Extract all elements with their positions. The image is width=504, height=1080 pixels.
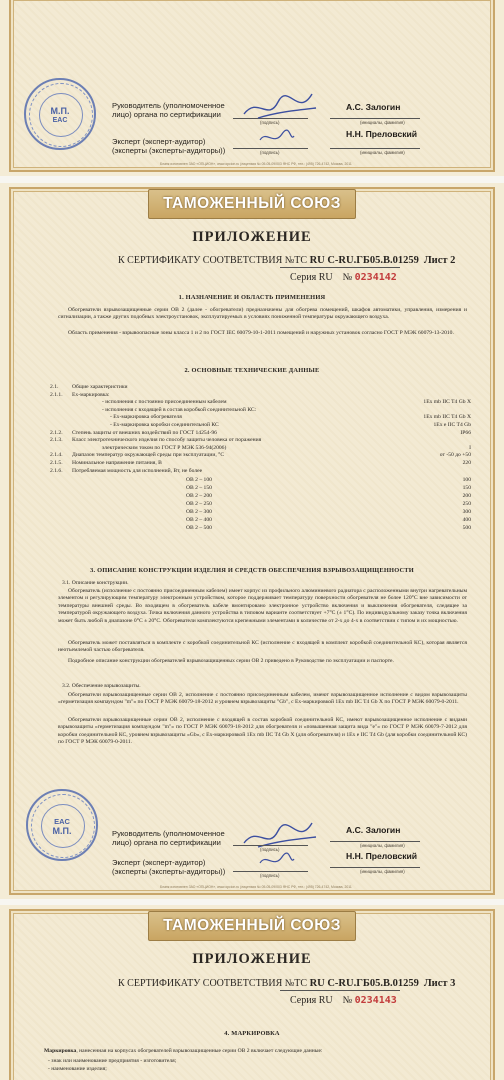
section-3-paragraph-1: Обогреватель (исполнение с постоянно присоединенным кабелем) имеет корпус из профильного алюминиевого радиатора с расположенными внутри нагревательным элементом и регулирующим температуру электронным устройством, которое поддерживает температуру поверхности обогревателя не более 120°С вне зависимости от температуры внешней среды. Во входящем в обогреватель кабеле вмонтировано электронное устройство включения и выключения обогревателя, следящее за температурой окружающего воздуха. Точка включения данного устройства в типовом варианте соответствует +7°С (± 1°С). По индивидуальному заказу точка включения может быть любой в диапазоне 0°С ± 20°С. Обогреватели комплектуются крепежными элементами в количестве от 2-х до 4-х в соответствии с типом и их мощностью. <box>58 588 467 624</box>
expert-name: Н.Н. Преловский <box>346 129 418 139</box>
power-value: 300 <box>462 509 471 515</box>
tech-item-number: 2.1.4. <box>50 452 63 459</box>
expert-signature-caption: (подпись) <box>260 150 280 155</box>
marking-item: - наименование изделия; <box>48 1066 107 1072</box>
power-value: 200 <box>462 493 471 499</box>
section-3-paragraph-2: Обогреватель может поставляться в комплекте с коробкой соединительной КС (исполнение с входящей в комплект коробкой соединительной КС), которая является неотъемлемой частью обогревателя. <box>58 640 467 654</box>
stamp-eac-text: EAC <box>54 817 70 826</box>
form-number: 0234142 <box>354 272 397 283</box>
page-title: ПРИЛОЖЕНИЕ <box>192 229 312 245</box>
head-signature-caption: (подпись) <box>260 120 280 125</box>
section-3-subheading-2: 3.2. Обеспечение взрывозащиты. <box>62 683 141 689</box>
power-model: ОВ 2 – 200 <box>186 493 212 499</box>
marking-item: - знак или наименование предприятия - изготовителя; <box>48 1058 177 1064</box>
tech-item-number: 2.1.6. <box>50 467 63 474</box>
expert-label: Эксперт (эксперт-аудитор) <box>112 858 206 867</box>
section-4-heading: 4. МАРКИРОВКА <box>224 1030 280 1037</box>
power-model: ОВ 2 – 250 <box>186 501 212 507</box>
power-value: 500 <box>462 525 471 531</box>
head-signature-caption: (подпись) <box>260 847 280 852</box>
power-model: ОВ 2 – 300 <box>186 509 212 515</box>
tech-item-text: - исполнения с входящей в состав коробкой соединительной КС: <box>102 406 257 413</box>
head-label: Руководитель (уполномоченное лицо) органа по сертификации <box>112 829 225 847</box>
certificate-line: К СЕРТИФИКАТУ СООТВЕТСТВИЯ №ТС RU C-RU.ГБ05.В.01259 Лист 2 <box>118 255 456 266</box>
power-value: 400 <box>462 517 471 523</box>
tech-item-text: Общие характеристики <box>72 384 128 390</box>
power-value: 150 <box>462 485 471 491</box>
section-3-heading: 3. ОПИСАНИЕ КОНСТРУКЦИИ ИЗДЕЛИЯ И СРЕДСТВ ОБЕСПЕЧЕНИЯ ВЗРЫВОЗАЩИЩЕННОСТИ <box>90 567 414 574</box>
sheet-number: Лист 3 <box>423 978 456 989</box>
certificate-line: К СЕРТИФИКАТУ СООТВЕТСТВИЯ №ТС RU C-RU.ГБ05.В.01259 Лист 3 <box>118 978 456 989</box>
tech-item-value: IP66 <box>460 429 471 436</box>
power-value: 250 <box>462 501 471 507</box>
tech-item-value: I <box>469 444 471 451</box>
certification-seal <box>26 789 98 861</box>
section-3-paragraph-3: Подробное описание конструкции обогревателей взрывозащищенных серии ОВ 2 приведено в Руководстве по эксплуатации и паспорте. <box>68 658 394 664</box>
form-printer-note: Бланк изготовлен ЗАО «ОПЦИОН», www.opcion.ru (лицензия № 05-05-09/003 ФНС РФ, тел.: (495) 726-4742, Москва, 2011 <box>160 162 352 166</box>
section-1-paragraph-1: Обогреватели взрывозащищенные серии ОВ 2 (далее - обогреватели) предназначены для обогрева помещений, шкафов автоматики, управления, измерения и сигнализации, а также других подобных электроустановок, эксплуатируемых в условиях пониженной температуры окружающего воздуха. <box>58 307 467 321</box>
section-3-paragraph-4: Обогреватели взрывозащищенные серии ОВ 2, исполнение с постоянно присоединенным кабелем, имеют взрывозащищенное исполнение с видом взрывозащиты «герметизация компаундом "m"» по ГОСТ Р МЭК 60079-18-2012 и уровнем взрывозащиты "Gb", с Ex-маркировкой 1Ex mb IIC T4 Gb X по ГОСТ Р МЭК 60079-0-2011. <box>58 692 467 706</box>
tech-item-value: 1Ex e IIC T4 Gb <box>433 422 471 428</box>
expert-name-caption: (инициалы, фамилия) <box>360 869 405 874</box>
stamp-mp-text: М.П. <box>50 106 70 116</box>
tech-item-text: Потребляемая мощность для исполнений, Вт, не более <box>72 467 203 474</box>
head-signature <box>238 88 318 128</box>
tech-item-value: 1Ex mb IIC T4 Gb X <box>423 399 471 406</box>
expert-signature-caption: (подпись) <box>260 873 280 878</box>
certification-seal <box>24 78 96 150</box>
stamp-eac-text: EAC <box>52 117 68 124</box>
stamp-mp-text: М.П. <box>52 826 72 836</box>
tech-item-value: от -50 до +50 <box>439 452 471 459</box>
form-number: 0234143 <box>354 995 397 1006</box>
series-line: Серия RU № 0234142 <box>290 272 397 283</box>
tech-item-text: Ex-маркировка: <box>72 391 110 398</box>
page-title: ПРИЛОЖЕНИЕ <box>192 951 312 967</box>
tech-item-number: 2.1.3. <box>50 437 63 444</box>
expert-signature <box>256 851 296 871</box>
section-3-subheading-1: 3.1. Описание конструкции. <box>62 580 129 586</box>
tech-item-number: 2.1.1. <box>50 391 63 398</box>
tech-item-number: 2.1. <box>50 384 59 390</box>
tech-item-text: - исполнения с постоянно присоединенным кабелем <box>102 399 227 406</box>
tech-item-text: Класс электротехнического изделия по способу защиты человека от поражения <box>72 437 262 444</box>
series-line: Серия RU № 0234143 <box>290 995 397 1006</box>
power-value: 100 <box>462 477 471 483</box>
expert-label-2: (эксперты (эксперты-аудиторы)) <box>112 146 226 155</box>
customs-union-banner: ТАМОЖЕННЫЙ СОЮЗ <box>148 189 356 219</box>
expert-label: Эксперт (эксперт-аудитор) <box>112 137 206 146</box>
customs-union-banner: ТАМОЖЕННЫЙ СОЮЗ <box>148 911 356 941</box>
head-name: А.С. Залогин <box>346 102 401 112</box>
head-name-caption: (инициалы, фамилия) <box>360 843 405 848</box>
power-model: ОВ 2 – 100 <box>186 477 212 483</box>
tech-item-text: электрическим током по ГОСТ Р МЭК 536-94(2006) <box>102 444 227 451</box>
sheet-3 <box>0 905 504 1080</box>
certificate-number: RU C-RU.ГБ05.В.01259 <box>309 978 419 989</box>
section-4-intro: Маркировка, нанесенная на корпусах обогревателей взрывозащищенные серии ОВ 2 включает следующие данные: <box>44 1048 323 1054</box>
tech-item-number: 2.1.2. <box>50 429 63 436</box>
section-3-paragraph-5: Обогреватели взрывозащищенные серии ОВ 2, исполнение с входящей в состав коробкой соединительной КС, имеют взрывозащищенное исполнение с видами взрывозащиты «герметизация компаундом "m"» по ГОСТ Р МЭК 60079-18-2012 для обогревателя и «повышенная защита вида "е"» по ГОСТ Р МЭК 60079-7-2012 для коробки соединительной КС, уровнем взрывозащиты «Gb», с Ex-маркировкой 1Ex mb IIC T4 Gb X (для обогревателя) и 1Ex e IIC T4 Gb (для коробки соединительной КС) по ГОСТ Р МЭК 60079-0-2011. <box>58 717 467 746</box>
sheet-number: Лист 2 <box>423 255 456 266</box>
expert-signature <box>256 128 296 148</box>
tech-item-text: Диапазон температур окружающей среды при эксплуатации, °С <box>72 452 225 459</box>
expert-label-2: (эксперты (эксперты-аудиторы)) <box>112 867 226 876</box>
tech-item-text: - Ex-маркировка обогревателя <box>110 414 182 421</box>
expert-name: Н.Н. Преловский <box>346 851 418 861</box>
head-name: А.С. Залогин <box>346 825 401 835</box>
power-model: ОВ 2 – 150 <box>186 485 212 491</box>
expert-name-caption: (инициалы, фамилия) <box>360 150 405 155</box>
sheet-1-fragment <box>0 0 504 176</box>
tech-item-number: 2.1.5. <box>50 460 63 466</box>
power-model: ОВ 2 – 400 <box>186 517 212 523</box>
certificate-number: RU C-RU.ГБ05.В.01259 <box>309 255 419 266</box>
tech-item-text: - Ex-маркировка коробки соединительной КС <box>110 422 219 428</box>
section-1-heading: 1. НАЗНАЧЕНИЕ И ОБЛАСТЬ ПРИМЕНЕНИЯ <box>178 294 326 301</box>
head-name-caption: (инициалы, фамилия) <box>360 120 405 125</box>
tech-item-text: Степень защиты от внешних воздействий по ГОСТ 14254-96 <box>72 429 217 436</box>
tech-item-text: Номинальное напряжение питания, В <box>72 460 162 466</box>
tech-item-value: 220 <box>462 460 471 466</box>
section-1-paragraph-2: Область применения - взрывоопасные зоны класса 1 и 2 по ГОСТ IEC 60079-10-1-2011 помещений и наружных установок согласно ГОСТ Р МЭК 60079-13-2010. <box>68 330 454 336</box>
head-label: Руководитель (уполномоченное лицо) органа по сертификации <box>112 101 225 119</box>
power-model: ОВ 2 – 500 <box>186 525 212 531</box>
form-printer-note: Бланк изготовлен ЗАО «ОПЦИОН», www.opcion.ru (лицензия № 05-05-09/003 ФНС РФ, тел.: (495) 726-4742, Москва, 2011 <box>160 885 352 889</box>
tech-item-value: 1Ex mb IIC T4 Gb X <box>423 414 471 421</box>
section-2-heading: 2. ОСНОВНЫЕ ТЕХНИЧЕСКИЕ ДАННЫЕ <box>184 367 320 374</box>
sheet-2 <box>0 183 504 899</box>
